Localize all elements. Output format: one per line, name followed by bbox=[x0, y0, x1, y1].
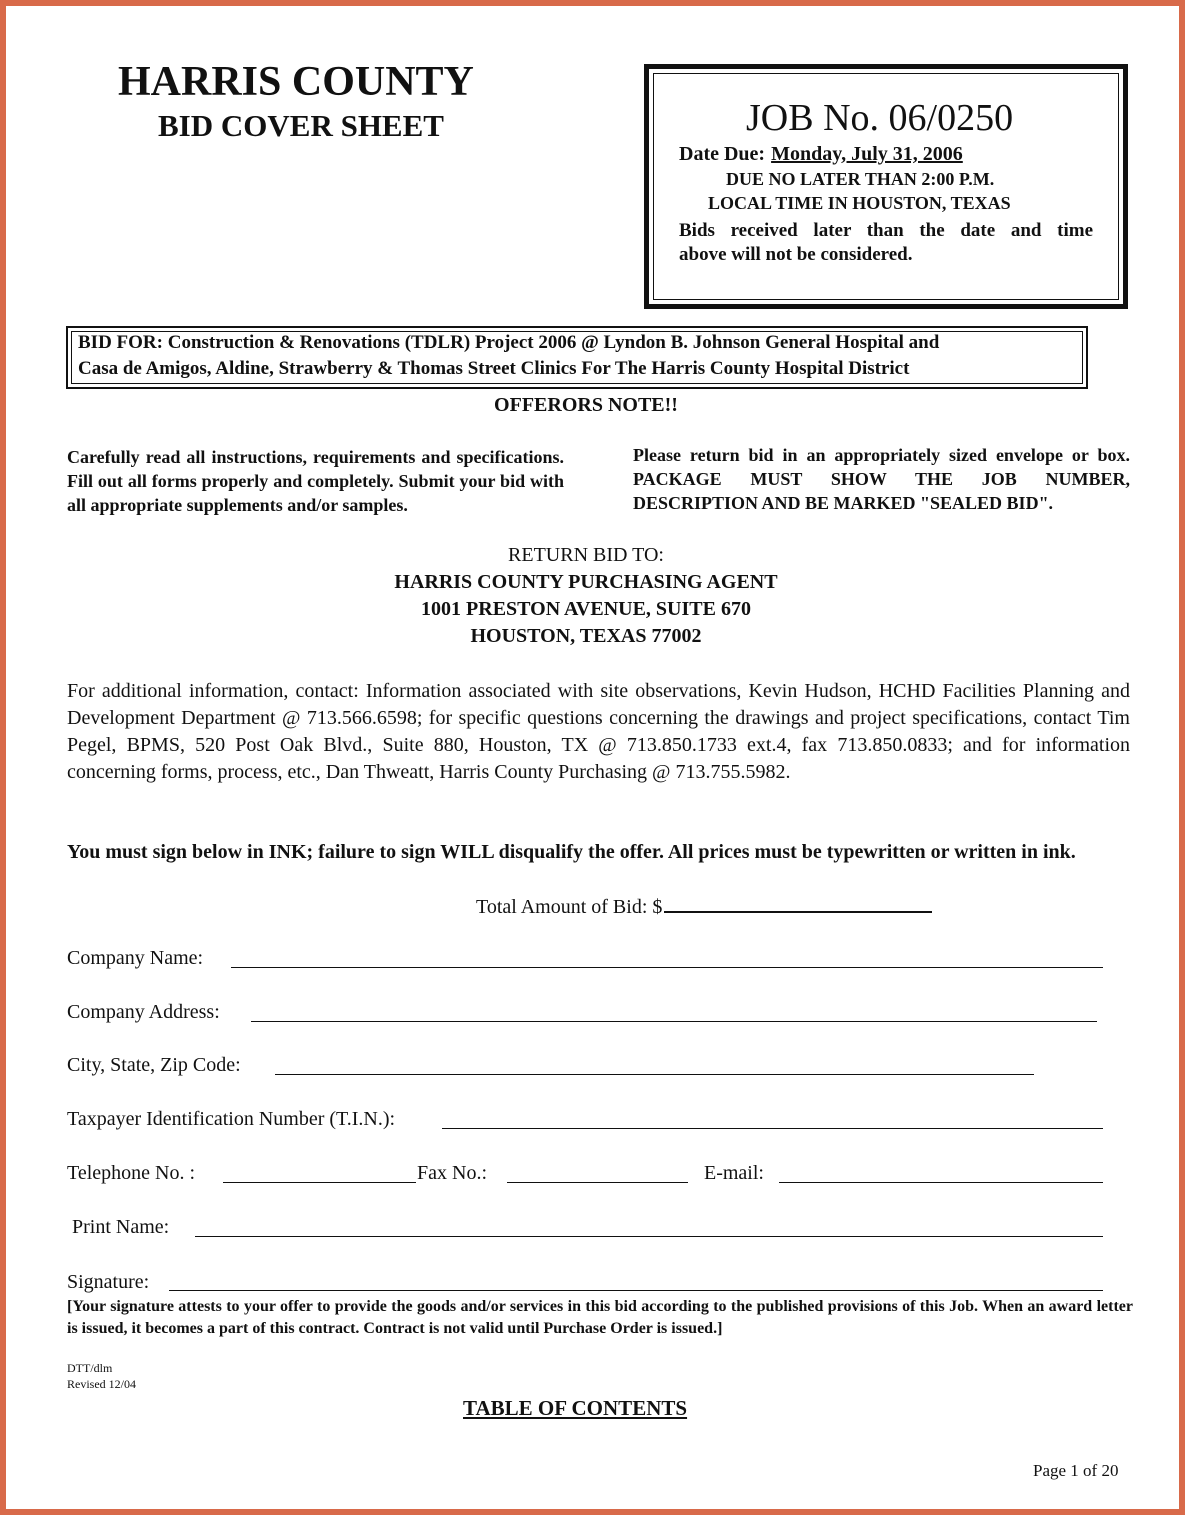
signature-label: Signature: bbox=[67, 1271, 150, 1293]
bid-for-line2: Casa de Amigos, Aldine, Strawberry & Thomas Street Clinics For The Harris County Hospital District bbox=[78, 358, 910, 379]
job-number: JOB No. 06/0250 bbox=[746, 97, 1014, 139]
print-name-label: Print Name: bbox=[72, 1216, 170, 1238]
date-due-label: Date Due: bbox=[679, 143, 766, 165]
telephone-input[interactable] bbox=[223, 1182, 416, 1183]
company-name-input[interactable] bbox=[231, 967, 1103, 968]
page-subtitle: BID COVER SHEET bbox=[158, 108, 444, 143]
signature-input[interactable] bbox=[169, 1290, 1103, 1291]
page-number: Page 1 of 20 bbox=[1033, 1461, 1119, 1480]
revision-date: Revised 12/04 bbox=[67, 1377, 136, 1391]
tin-label: Taxpayer Identification Number (T.I.N.): bbox=[67, 1108, 396, 1130]
telephone-label: Telephone No. : bbox=[67, 1162, 196, 1184]
page-title: HARRIS COUNTY bbox=[118, 59, 474, 105]
contact-info: For additional information, contact: Information associated with site observations, Kevin Hudson, HCHD Facilities Planning and Development Department @ 713.566.6598; for specific questions concerning the drawings and project specifications, contact Tim Pegel, BPMS, 520 Post Oak Blvd., Suite 880, Houston, TX @ 713.850.1733 ext.4, fax 713.850.0833; and for information concerning forms, process, etc., Dan Thweatt, Harris County Purchasing @ 713.755.5982. bbox=[67, 680, 1130, 783]
fax-label: Fax No.: bbox=[417, 1162, 487, 1184]
bid-for-line1: BID FOR: Construction & Renovations (TDLR) Project 2006 @ Lyndon B. Johnson General Hospital and bbox=[78, 332, 940, 353]
email-input[interactable] bbox=[779, 1182, 1103, 1183]
due-time: DUE NO LATER THAN 2:00 P.M. bbox=[726, 169, 995, 189]
late-bids-notice-line1: Bids received later than the date and time bbox=[679, 220, 1093, 241]
return-city: HOUSTON, TEXAS 77002 bbox=[470, 625, 702, 647]
instructions-left: Carefully read all instructions, requirements and specifications. Fill out all forms properly and completely. Submit your bid with all appropriate supplements and/or samples. bbox=[67, 447, 564, 515]
late-bids-notice-line2: above will not be considered. bbox=[679, 244, 913, 265]
table-of-contents-heading[interactable]: TABLE OF CONTENTS bbox=[463, 1396, 688, 1420]
signature-attestation: [Your signature attests to your offer to provide the goods and/or services in this bid according to the published provisions of this Job. When an award letter is issued, it becomes a part of this contract. Contract is not valid until Purchase Order is issued.] bbox=[67, 1298, 1133, 1337]
return-bid-label: RETURN BID TO: bbox=[508, 544, 664, 566]
date-due bbox=[679, 143, 963, 166]
instructions-right: Please return bid in an appropriately sized envelope or box. PACKAGE MUST SHOW THE JOB NUMBER, DESCRIPTION AND BE MARKED "SEALED BID". bbox=[633, 445, 1130, 513]
total-amount-input[interactable] bbox=[664, 893, 932, 913]
email-label: E-mail: bbox=[704, 1162, 764, 1184]
city-state-zip-input[interactable] bbox=[275, 1074, 1034, 1075]
author-initials: DTT/dlm bbox=[67, 1361, 113, 1375]
date-due-value: Monday, July 31, 2006 bbox=[771, 143, 963, 165]
fax-input[interactable] bbox=[507, 1182, 688, 1183]
company-address-input[interactable] bbox=[251, 1021, 1097, 1022]
total-amount bbox=[476, 893, 932, 919]
offerors-note: OFFERORS NOTE!! bbox=[494, 394, 678, 416]
print-name-input[interactable] bbox=[195, 1236, 1103, 1237]
company-name-label: Company Name: bbox=[67, 947, 204, 969]
return-street: 1001 PRESTON AVENUE, SUITE 670 bbox=[421, 598, 751, 620]
total-amount-label: Total Amount of Bid: $ bbox=[476, 896, 663, 918]
tin-input[interactable] bbox=[442, 1128, 1103, 1129]
local-time: LOCAL TIME IN HOUSTON, TEXAS bbox=[708, 193, 1011, 213]
return-agent: HARRIS COUNTY PURCHASING AGENT bbox=[394, 571, 778, 593]
company-address-label: Company Address: bbox=[67, 1001, 220, 1023]
city-state-zip-label: City, State, Zip Code: bbox=[67, 1054, 241, 1076]
sign-notice: You must sign below in INK; failure to sign WILL disqualify the offer. All prices must be typewritten or written in ink. bbox=[67, 841, 1076, 863]
